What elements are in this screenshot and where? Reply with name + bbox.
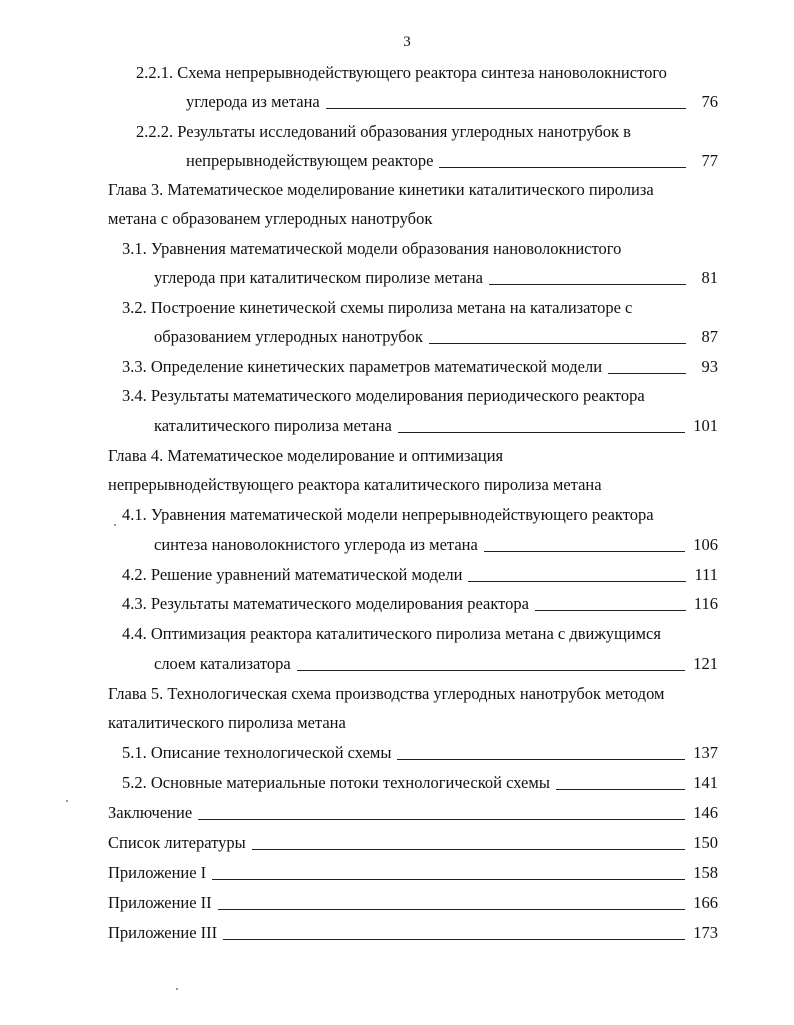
toc-page-number: 111	[694, 565, 718, 584]
toc-entry-text: Приложение II	[108, 893, 212, 912]
scan-speck	[66, 800, 68, 802]
chapter-5-heading-line1: Глава 5. Технологическая схема производства углеродных нанотрубок методом	[108, 684, 665, 703]
scan-speck	[176, 988, 178, 990]
toc-entry-3-4[interactable]	[154, 415, 718, 437]
leader-line	[489, 283, 686, 285]
leader-line	[212, 878, 685, 880]
chapter-4-heading-line2: непрерывнодействующего реактора каталитического пиролиза метана	[108, 475, 602, 494]
toc-entry-text: Список литературы	[108, 833, 246, 852]
toc-entry-text: Приложение I	[108, 863, 207, 882]
toc-entry-text: 4.3. Результаты математического моделирования реактора	[122, 594, 529, 613]
toc-entry-text: Приложение III	[108, 923, 218, 942]
toc-entry-4-1[interactable]	[154, 534, 718, 556]
toc-page-number: 166	[693, 893, 718, 912]
toc-entry-text: Заключение	[108, 803, 193, 822]
toc-page-number: 173	[693, 923, 718, 942]
chapter-5-heading-line2: каталитического пиролиза метана	[108, 713, 346, 732]
toc-entry-text: образованием углеродных нанотрубок	[154, 327, 423, 346]
leader-line	[223, 938, 685, 940]
toc-entry-2-2-1-line1: 2.2.1. Схема непрерывнодействующего реактора синтеза нановолокнистого	[136, 63, 667, 82]
toc-entry-4-2[interactable]	[122, 564, 718, 586]
leader-line	[429, 342, 686, 344]
toc-page-number: 121	[693, 654, 718, 673]
toc-page-number: 150	[693, 833, 718, 852]
leader-line	[218, 908, 686, 910]
toc-page-number: 141	[693, 773, 718, 792]
toc-entry-text: углерода при каталитическом пиролизе метана	[154, 268, 483, 287]
toc-entry-appendix-3[interactable]	[108, 922, 718, 944]
toc-entry-text: 3.3. Определение кинетических параметров математической модели	[122, 357, 603, 376]
leader-line	[326, 107, 686, 109]
chapter-3-heading-line2: метана с образованем углеродных нанотрубок	[108, 209, 433, 228]
leader-line	[468, 580, 686, 582]
leader-line	[484, 550, 685, 552]
toc-entry-2-2-1[interactable]	[186, 91, 718, 113]
toc-entry-text: 5.2. Основные материальные потоки технологической схемы	[122, 773, 550, 792]
toc-page-number: 146	[693, 803, 718, 822]
toc-page-number: 81	[701, 268, 718, 287]
toc-entry-text: 5.1. Описание технологической схемы	[122, 743, 392, 762]
toc-entry-4-1-line1: 4.1. Уравнения математической модели непрерывнодействующего реактора	[122, 505, 654, 524]
toc-entry-5-2[interactable]	[122, 772, 718, 794]
toc-page-number: 87	[701, 327, 718, 346]
toc-entry-text: каталитического пиролиза метана	[154, 416, 392, 435]
toc-entry-text: синтеза нановолокнистого углерода из метана	[154, 535, 478, 554]
page-number: 3	[403, 34, 411, 50]
toc-entry-text: 4.2. Решение уравнений математической модели	[122, 565, 463, 584]
toc-entry-4-4-line1: 4.4. Оптимизация реактора каталитического пиролиза метана с движущимся	[122, 624, 661, 643]
toc-entry-2-2-2-line1: 2.2.2. Результаты исследований образования углеродных нанотрубок в	[136, 122, 631, 141]
toc-entry-3-4-line1: 3.4. Результаты математического моделирования периодического реактора	[122, 386, 645, 405]
leader-line	[439, 166, 686, 168]
leader-line	[252, 848, 686, 850]
toc-entry-references[interactable]	[108, 832, 718, 854]
toc-entry-appendix-1[interactable]	[108, 862, 718, 884]
leader-line	[398, 431, 685, 433]
toc-page-number: 101	[693, 416, 718, 435]
toc-page-number: 93	[701, 357, 718, 376]
toc-entry-4-3[interactable]	[122, 593, 718, 615]
chapter-3-heading-line1: Глава 3. Математическое моделирование кинетики каталитического пиролиза	[108, 180, 654, 199]
toc-entry-4-4[interactable]	[154, 653, 718, 675]
toc-entry-text: слоем катализатора	[154, 654, 291, 673]
toc-entry-3-2-line1: 3.2. Построение кинетической схемы пиролиза метана на катализаторе с	[122, 298, 633, 317]
leader-line	[556, 788, 685, 790]
toc-entry-3-1[interactable]	[154, 267, 718, 289]
toc-entry-5-1[interactable]	[122, 742, 718, 764]
toc-entry-conclusion[interactable]	[108, 802, 718, 824]
toc-page-number: 106	[693, 535, 718, 554]
toc-page-number: 116	[693, 594, 718, 613]
toc-entry-appendix-2[interactable]	[108, 892, 718, 914]
leader-line	[397, 758, 685, 760]
leader-line	[297, 669, 686, 671]
leader-line	[535, 609, 686, 611]
toc-entry-3-2[interactable]	[154, 326, 718, 348]
toc-page-number: 77	[701, 151, 718, 170]
toc-page-number: 76	[701, 92, 718, 111]
leader-line	[198, 818, 685, 820]
toc-page-number: 137	[693, 743, 718, 762]
toc-entry-text: непрерывнодействующем реакторе	[186, 151, 434, 170]
leader-line	[608, 372, 686, 374]
chapter-4-heading-line1: Глава 4. Математическое моделирование и оптимизация	[108, 446, 504, 465]
toc-entry-2-2-2[interactable]	[186, 150, 718, 172]
toc-page-number: 158	[693, 863, 718, 882]
toc-entry-text: углерода из метана	[186, 92, 320, 111]
toc-entry-3-3[interactable]	[122, 356, 718, 378]
toc-entry-3-1-line1: 3.1. Уравнения математической модели образования нановолокнистого	[122, 239, 622, 258]
scan-speck	[114, 524, 116, 526]
